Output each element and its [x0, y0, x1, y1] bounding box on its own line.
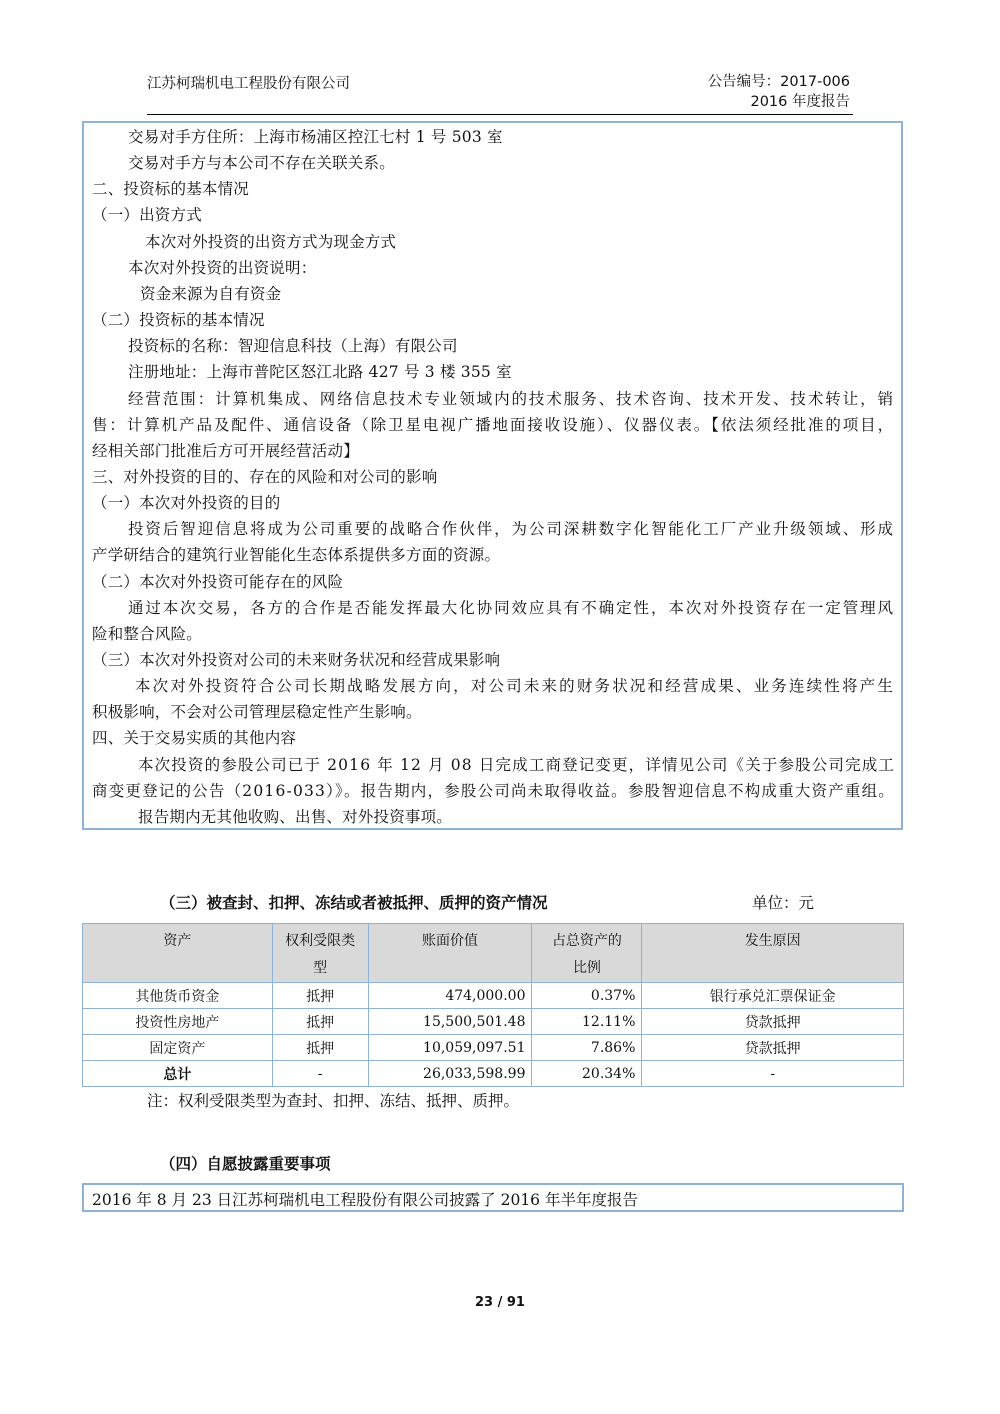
table-note: 注：权利受限类型为查封、扣押、冻结、抵押、质押。	[147, 1092, 520, 1110]
body-line: 经相关部门批准后方可开展经营活动】	[92, 441, 359, 460]
reason-cell: 贷款抵押	[642, 1035, 904, 1061]
body-line: 经营范围：计算机集成、网络信息技术专业领域内的技术服务、技术咨询、技术开发、技术转让，销	[128, 389, 895, 408]
body-line: （二）投资标的基本情况	[92, 311, 265, 330]
value-cell: 26,033,598.99	[368, 1061, 532, 1087]
body-line: 注册地址：上海市普陀区怒江北路 427 号 3 楼 355 室	[128, 363, 512, 382]
body-line: （一）出资方式	[92, 206, 202, 225]
table-header-row	[83, 924, 904, 983]
reason-cell: 贷款抵押	[642, 1009, 904, 1035]
body-line: 资金来源为自有资金	[140, 284, 282, 303]
ratio-cell: 12.11%	[532, 1009, 642, 1035]
body-line: 售：计算机产品及配件、通信设备（除卫星电视广播地面接收设施）、仪器仪表。【依法须经批准的项目，	[92, 415, 895, 434]
type-cell: 抵押	[272, 1009, 368, 1035]
header-reason: 发生原因	[642, 924, 904, 983]
body-line: 投资标的名称：智迎信息科技（上海）有限公司	[128, 337, 458, 356]
notice-number: 公告编号：2017-006	[707, 74, 850, 90]
ratio-cell: 7.86%	[532, 1035, 642, 1061]
report-title: 2016 年度报告	[750, 94, 850, 110]
table-row	[83, 983, 904, 1009]
header-info	[708, 72, 850, 112]
body-line: 本次对外投资符合公司长期战略发展方向，对公司未来的财务状况和经营成果、业务连续性将产生	[135, 677, 895, 696]
asset-cell: 固定资产	[83, 1035, 273, 1061]
header-book-value: 账面价值	[368, 924, 532, 983]
body-line: 产学研结合的建筑行业智能化生态体系提供多方面的资源。	[92, 546, 501, 565]
body-line: （一）本次对外投资的目的	[92, 494, 281, 513]
voluntary-disclosure-content: 2016 年 8 月 23 日江苏柯瑞机电工程股份有限公司披露了 2016 年半年度报告	[82, 1183, 904, 1212]
body-line: 四、关于交易实质的其他内容	[92, 729, 297, 748]
body-line: 本次投资的参股公司已于 2016 年 12 月 08 日完成工商登记变更，详情见公司《关于参股公司完成工	[138, 755, 895, 774]
header-rule	[147, 114, 853, 115]
body-line: 通过本次交易，各方的合作是否能发挥最大化协同效应具有不确定性，本次对外投资存在一定管理风	[128, 598, 895, 617]
body-line: 投资后智迎信息将成为公司重要的战略合作伙伴，为公司深耕数字化智能化工厂产业升级领域、形成	[128, 520, 895, 539]
value-cell: 10,059,097.51	[368, 1035, 532, 1061]
page-number: 23 / 91	[475, 1295, 525, 1310]
value-cell: 474,000.00	[368, 983, 532, 1009]
body-line: 报告期内无其他收购、出售、对外投资事项。	[138, 807, 453, 826]
table-row	[83, 1035, 904, 1061]
restricted-assets-table	[82, 923, 904, 1087]
asset-cell: 其他货币资金	[83, 983, 273, 1009]
header-ratio: 占总资产的比例	[532, 924, 642, 983]
table-row	[83, 1009, 904, 1035]
body-line: 三、对外投资的目的、存在的风险和对公司的影响	[92, 467, 438, 486]
total-label-cell: 总计	[83, 1061, 273, 1087]
header-restriction-type: 权利受限类型	[272, 924, 368, 983]
asset-cell: 投资性房地产	[83, 1009, 273, 1035]
ratio-cell: 0.37%	[532, 983, 642, 1009]
body-line: 二、投资标的基本情况	[92, 180, 250, 199]
body-line: （二）本次对外投资可能存在的风险	[92, 572, 344, 591]
body-line: 本次对外投资的出资方式为现金方式	[145, 232, 397, 251]
type-cell: 抵押	[272, 1035, 368, 1061]
body-line: 积极影响，不会对公司管理层稳定性产生影响。	[92, 703, 422, 722]
ratio-cell: 20.34%	[532, 1061, 642, 1087]
company-name: 江苏柯瑞机电工程股份有限公司	[147, 76, 350, 92]
body-line: 交易对手方住所：上海市杨浦区控江七村 1 号 503 室	[128, 128, 503, 146]
header-asset: 资产	[83, 924, 273, 983]
total-row	[83, 1061, 904, 1087]
value-cell: 15,500,501.48	[368, 1009, 532, 1035]
reason-cell: 银行承兑汇票保证金	[642, 983, 904, 1009]
voluntary-disclosure-title: （四）自愿披露重要事项	[160, 1155, 331, 1173]
type-cell: -	[272, 1061, 368, 1087]
type-cell: 抵押	[272, 983, 368, 1009]
body-line: 本次对外投资的出资说明：	[128, 258, 317, 277]
body-line: 商变更登记的公告（2016-033）》。报告期内，参股公司尚未取得收益。参股智迎信息不构成重大资产重组。	[92, 781, 895, 800]
restricted-assets-title: （三）被查封、扣押、冻结或者被抵押、质押的资产情况	[160, 894, 548, 912]
unit-label: 单位：元	[752, 894, 815, 912]
body-line: 交易对手方与本公司不存在关联关系。	[128, 154, 395, 173]
reason-cell: -	[642, 1061, 904, 1087]
body-line: 险和整合风险。	[92, 624, 202, 643]
body-line: （三）本次对外投资对公司的未来财务状况和经营成果影响	[92, 651, 501, 669]
